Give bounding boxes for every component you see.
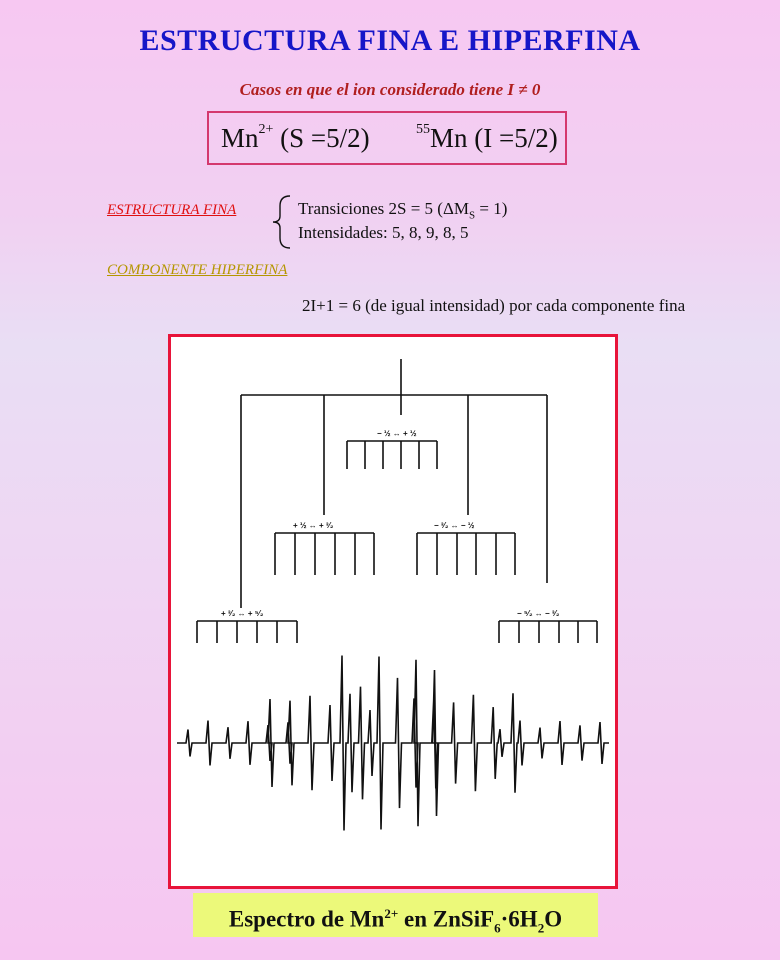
- transitions-tail: = 1): [475, 199, 508, 218]
- hyperfine-group-4: [197, 609, 297, 643]
- page-title: ESTRUCTURA FINA E HIPERFINA: [139, 24, 641, 57]
- mn-isotope-formula: [416, 123, 558, 154]
- transition-label: − ³⁄₂ ↔ − ½: [434, 521, 475, 530]
- mn-ion-formula: [221, 123, 370, 154]
- caption-hydrate: ·6H: [500, 906, 538, 932]
- transitions-sub: S: [469, 209, 476, 222]
- mn-symbol: Mn: [221, 123, 259, 153]
- caption-sub: 6: [494, 920, 501, 936]
- hyperfine-text: 2I+1 = 6 (de igual intensidad) por cada componente fina: [302, 296, 686, 315]
- spectrum-frame: [168, 334, 618, 889]
- transitions-text: [298, 199, 507, 221]
- transitions-main: Transiciones 2S = 5 (ΔM: [298, 199, 470, 218]
- nuclear-spin: Mn (I =5/2): [430, 123, 558, 153]
- hyperfine-group-5: [499, 609, 597, 643]
- ion-charge: 2+: [258, 122, 274, 137]
- subtitle: Casos en que el ion considerado tiene I ≠ 0: [239, 80, 541, 99]
- splitting-diagram: [171, 337, 615, 886]
- epr-spectrum: [177, 656, 609, 831]
- fine-structure-label: ESTRUCTURA FINA: [107, 202, 237, 218]
- hyperfine-group-3: [417, 521, 515, 575]
- fine-splitting-tree: [241, 359, 547, 608]
- caption-tail: O: [544, 906, 563, 932]
- ion-box: [207, 111, 567, 165]
- figure-caption: [193, 893, 598, 937]
- transition-label: − ½ ↔ + ½: [377, 429, 417, 438]
- hyperfine-group-1: [347, 429, 437, 469]
- transition-label: + ½ ↔ + ³⁄₂: [293, 521, 334, 530]
- transition-label: − ⁵⁄₂ ↔ − ³⁄₂: [517, 609, 560, 618]
- transition-label: + ³⁄₂ ↔ + ⁵⁄₂: [221, 609, 264, 618]
- mass-number: 55: [416, 122, 430, 137]
- curly-brace-icon: [270, 194, 294, 250]
- hyperfine-group-2: [275, 521, 374, 575]
- intensities-text: Intensidades: 5, 8, 9, 8, 5: [298, 223, 469, 242]
- electron-spin: (S =5/2): [273, 123, 370, 153]
- spectrum-trace: [177, 656, 609, 831]
- caption-sub: 2: [537, 920, 545, 936]
- caption-charge: 2+: [384, 906, 399, 921]
- hyperfine-label: COMPONENTE HIPERFINA: [107, 262, 288, 278]
- caption-text: Espectro de Mn: [228, 906, 385, 932]
- caption-compound: en ZnSiF: [398, 906, 495, 932]
